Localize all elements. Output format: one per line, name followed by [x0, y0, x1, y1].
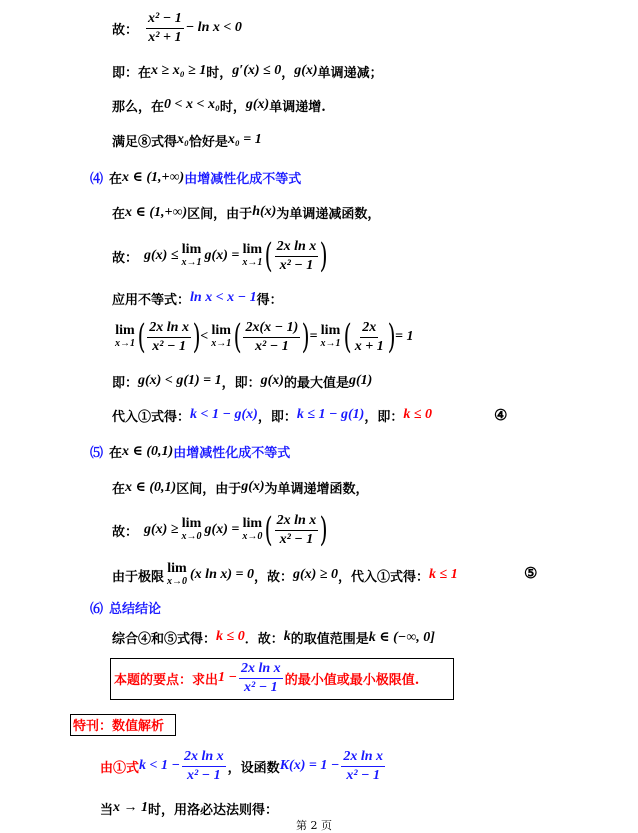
math: 0 < x < x₀: [164, 97, 220, 112]
text: 综合④和⑤式得：: [112, 631, 217, 647]
text: 恰好是: [188, 134, 228, 150]
text: ，故：: [254, 569, 294, 585]
text: ，: [281, 65, 295, 81]
text: 故：: [112, 22, 139, 38]
limit: [182, 243, 202, 268]
text: 当: [100, 802, 114, 818]
text: 的最小值或最小极限值.: [284, 672, 420, 688]
text: 由增减性化成不等式: [173, 445, 291, 461]
text: ，设函数: [227, 760, 280, 776]
text: 得：: [256, 292, 283, 308]
math: g(x) =: [204, 522, 240, 537]
math: k ∈ (−∞, 0]: [368, 629, 435, 645]
math: g(x): [241, 479, 265, 494]
line-16: [100, 797, 278, 819]
numerator: x² − 1: [146, 11, 184, 28]
math: g′(x) ≤ 0: [232, 63, 282, 78]
text: 本题的要点：求出: [114, 672, 219, 688]
line-11: [112, 476, 369, 498]
math: g(x) ≥ 0: [293, 567, 339, 582]
fraction: $\frac{\text{2x ln x}}{\text{x² − 1}}$: [149, 320, 189, 354]
math: g(1): [348, 373, 373, 388]
text: 代入①式得：: [112, 409, 191, 425]
fraction: $\frac{\text{2x ln x}}{\text{x² − 1}}$: [241, 661, 281, 695]
text: ，即：: [364, 409, 404, 425]
fraction: $\frac{2x(x - 1)}{\text{x² − 1}}$: [245, 320, 299, 354]
text: 时，: [219, 99, 246, 115]
math: 1 −: [218, 670, 237, 685]
text: 应用不等式：: [112, 292, 191, 308]
section-6-heading: [90, 596, 161, 618]
line-5: [112, 201, 380, 223]
math: =: [309, 329, 318, 344]
fraction: $\frac{\text{2x ln x}}{\text{x² − 1}}$: [343, 749, 383, 783]
text: 的最大值是: [283, 375, 349, 391]
math: x ∈ (1,+∞): [125, 204, 188, 220]
math: k < 1 − g(x): [190, 407, 258, 422]
line-1: [112, 8, 242, 48]
text: 时，: [206, 65, 233, 81]
left-paren: (: [264, 236, 273, 276]
text: 单调递增.: [269, 99, 326, 115]
math: g(x) ≥: [144, 522, 179, 537]
section-number: ⑷: [90, 171, 104, 187]
text: 在: [109, 445, 123, 461]
text: 即：在: [112, 65, 152, 81]
math: k: [283, 629, 291, 644]
text: ，代入①式得：: [338, 569, 430, 585]
section-5-heading: [90, 440, 290, 462]
fraction: $\frac{\text{2x ln x}}{\text{x² − 1}}$: [276, 513, 317, 547]
line-2: [112, 60, 383, 82]
fraction: [146, 11, 184, 45]
line-10: [112, 404, 432, 426]
math: K(x) = 1 −: [279, 758, 340, 773]
equation-tag-5: ⑤: [524, 564, 538, 582]
math: = 1: [395, 329, 414, 344]
text: 那么，在: [112, 99, 165, 115]
text: 区间，由于: [187, 206, 253, 222]
limit: lim x→1: [320, 323, 341, 350]
lim-label: lim: [181, 242, 202, 258]
limit: lim x→0: [181, 516, 202, 543]
line-4: [112, 129, 262, 151]
math: k ≤ 0: [403, 407, 433, 422]
text: ．故：: [244, 631, 284, 647]
fraction: $\frac{2x}{x + 1}$: [354, 320, 384, 354]
math: (x ln x) = 0: [190, 567, 254, 582]
text: 总结结论: [109, 601, 162, 617]
math: k ≤ 1 − g(1): [296, 407, 365, 422]
section-4-heading: [90, 166, 301, 188]
math: g(x) < g(1) = 1: [138, 373, 222, 388]
math: g(x): [260, 373, 284, 388]
math: x ∈ (1,+∞): [122, 169, 185, 185]
math: h(x): [252, 204, 277, 219]
math: x → 1: [113, 800, 149, 815]
math: ln x < x − 1: [190, 290, 257, 305]
text: 的取值范围是: [290, 631, 369, 647]
limit: lim x→0: [242, 516, 263, 543]
text: 故：: [112, 250, 139, 266]
equation-tag-4: ④: [494, 406, 508, 424]
math: g(x) ≤: [144, 248, 179, 263]
line-6: [112, 234, 328, 278]
text: 为单调递减函数，: [276, 206, 381, 222]
limit: lim x→1: [115, 323, 135, 350]
numerator: 2x ln x: [275, 239, 319, 256]
text: 由于极限: [112, 569, 165, 585]
math: k < 1 −: [139, 758, 180, 773]
section-number: ⑸: [90, 445, 104, 461]
text: 在: [109, 171, 123, 187]
text: 由①式: [100, 760, 140, 776]
text: ，即：: [221, 375, 261, 391]
key-point: [114, 659, 419, 697]
text: 满足⑧式得: [112, 134, 178, 150]
text: 即：: [112, 375, 139, 391]
fraction: $\frac{\text{2x ln x}}{\text{x² − 1}}$: [183, 749, 224, 783]
text: 在: [112, 481, 126, 497]
text: 区间，由于: [176, 481, 242, 497]
math: x ≥ x₀ ≥ 1: [151, 63, 207, 78]
line-3: [112, 94, 326, 116]
line-8: lim x→1 ( $\frac{\text{2x ln x}}{\text{x² − 1}}$ ) < lim x→1 ( $\frac{2x(x - 1)}{\text{x² − 1}}$ ) = lim x→1 ( $\frac{2x}{x + 1}$ ) = 1: [115, 317, 414, 357]
line-13: [112, 560, 458, 590]
math: <: [200, 329, 209, 344]
math: x₀ = 1: [227, 132, 262, 147]
denominator: x² − 1: [279, 257, 314, 273]
math: k ≤ 0: [216, 629, 245, 644]
text: 由增减性化成不等式: [184, 171, 302, 187]
text: 单调递减；: [317, 65, 383, 81]
limit: lim x→1: [211, 323, 232, 350]
limit: lim x→0: [167, 561, 188, 588]
line-12: 故： g(x) ≥ lim x→0 g(x) = lim x→0 ( $\frac{\text{2x ln x}}{\text{x² − 1}}$ ): [112, 510, 328, 550]
lim-subscript: x→1: [181, 257, 202, 269]
right-paren: ): [319, 236, 328, 276]
denominator: x² + 1: [148, 29, 182, 45]
page-footer: 第 2 页: [296, 819, 332, 832]
text: ，即：: [257, 409, 297, 425]
text: 在: [112, 206, 126, 222]
math: x ∈ (0,1): [125, 479, 177, 495]
section-number: ⑹: [90, 601, 104, 617]
math: − ln x < 0: [185, 20, 242, 35]
line-14: [112, 626, 435, 648]
text: 为单调递增函数，: [264, 481, 369, 497]
limit: lim x→1: [242, 242, 263, 269]
text: 时，用洛必达法则得：: [148, 802, 279, 818]
fraction: [275, 239, 319, 273]
math: g(x): [294, 63, 318, 78]
math: k ≤ 1: [429, 567, 458, 582]
special-heading: 特刊：数值解析: [73, 718, 165, 734]
lim-subscript: x→1: [242, 257, 263, 269]
math: x₀: [177, 132, 189, 147]
math: g(x): [245, 97, 270, 112]
math: x ∈ (0,1): [122, 443, 174, 459]
math: g(x) =: [204, 248, 240, 263]
line-7: [112, 287, 283, 309]
text: 故：: [112, 524, 139, 540]
line-9: [112, 370, 372, 392]
line-15: [100, 746, 387, 786]
